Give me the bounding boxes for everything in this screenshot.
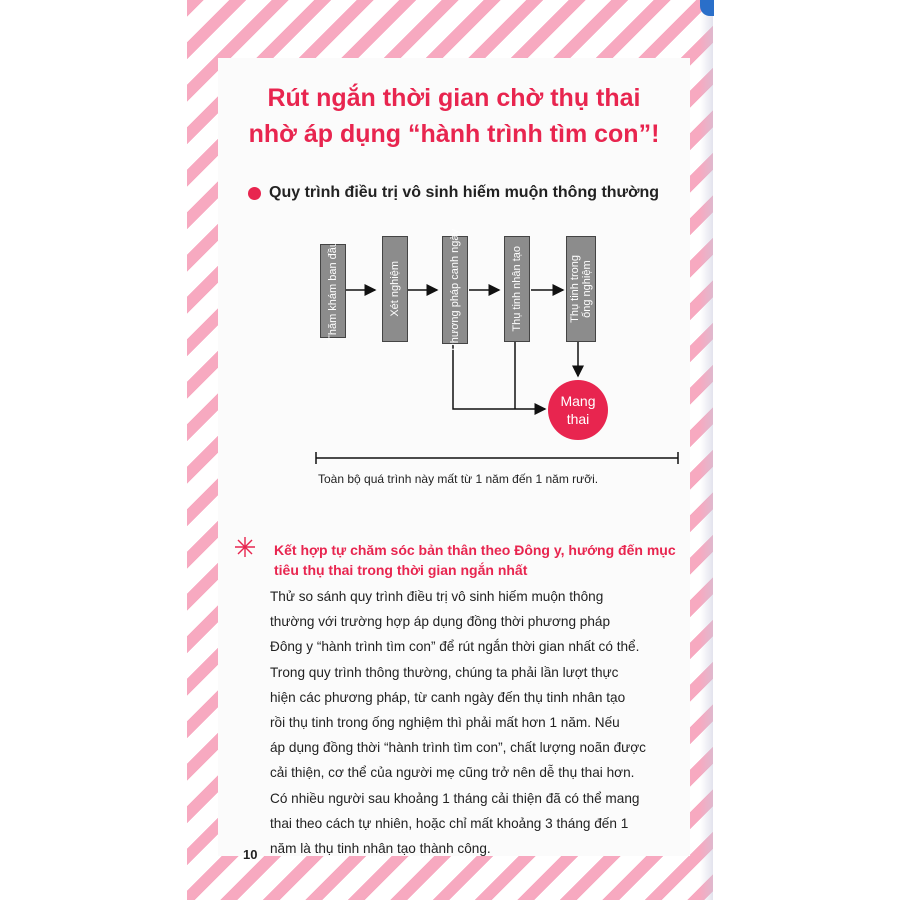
subsection-heading [274, 540, 684, 580]
result-line-2: thai [566, 411, 590, 427]
body-line: Đông y “hành trình tìm con” để rút ngắn thời gian nhất có thể. [270, 639, 640, 655]
page-edge-shadow [700, 0, 713, 900]
step-test-label: Xét nghiệm [389, 261, 401, 317]
body-line: Trong quy trình thông thường, chúng ta phải lần lượt thực [270, 664, 619, 680]
sparkle-icon [234, 536, 256, 558]
step-timing-method-label: Phương pháp canh ngày [449, 229, 461, 351]
duration-note: Toàn bộ quá trình này mất từ 1 năm đến 1 năm rưỡi. [318, 472, 599, 486]
step-artificial-insemination [504, 236, 530, 342]
step-initial-exam-label: Thăm khám ban đầu [327, 240, 339, 342]
body-line: Thử so sánh quy trình điều trị vô sinh hiếm muộn thông [270, 589, 604, 604]
body-line: thường với trường hợp áp dụng đồng thời phương pháp [270, 614, 611, 630]
step-test [382, 236, 408, 342]
page-number: 10 [243, 847, 258, 862]
body-line: áp dụng đồng thời “hành trình tìm con”, chất lượng noãn được [270, 740, 646, 756]
step-ivf-label: Thụ tinh trong ống nghiệm [569, 255, 593, 323]
section-heading-text: Quy trình điều trị vô sinh hiếm muộn thông thường [269, 184, 660, 201]
result-line-1: Mang [560, 393, 596, 409]
step-timing-method [442, 229, 468, 351]
step-ivf [566, 236, 596, 342]
body-line: thai theo cách tự nhiên, hoặc chỉ mất khoảng 3 tháng đến 1 [270, 815, 629, 831]
body-line: rồi thụ tinh trong ống nghiệm thì phải mất hơn 1 năm. Nếu [270, 715, 620, 731]
subsection-line-1: Kết hợp tự chăm sóc bản thân theo Đông y, hướng đến mục [274, 542, 676, 558]
body-line: cải thiện, cơ thể của người mẹ cũng trở nên dễ thụ thai hơn. [270, 765, 635, 781]
step-initial-exam [320, 240, 346, 342]
body-paragraph [270, 584, 688, 861]
title-line-1: Rút ngắn thời gian chờ thụ thai [267, 84, 641, 112]
path-3-result [453, 341, 545, 409]
body-line: Có nhiều người sau khoảng 1 tháng cải thiện đã có thể mang [270, 790, 640, 806]
subsection-line-2: tiêu thụ thai trong thời gian ngắn nhất [274, 562, 528, 578]
result-pregnancy-circle [548, 380, 608, 440]
content-card [218, 58, 690, 856]
body-line: hiện các phương pháp, từ canh ngày đến thụ tinh nhân tạo [270, 689, 626, 705]
title-line-2: nhờ áp dụng “hành trình tìm con”! [248, 120, 660, 148]
step-artificial-insemination-label: Thụ tinh nhân tạo [511, 246, 523, 332]
body-line: năm là thụ tinh nhân tạo thành công. [270, 841, 491, 857]
